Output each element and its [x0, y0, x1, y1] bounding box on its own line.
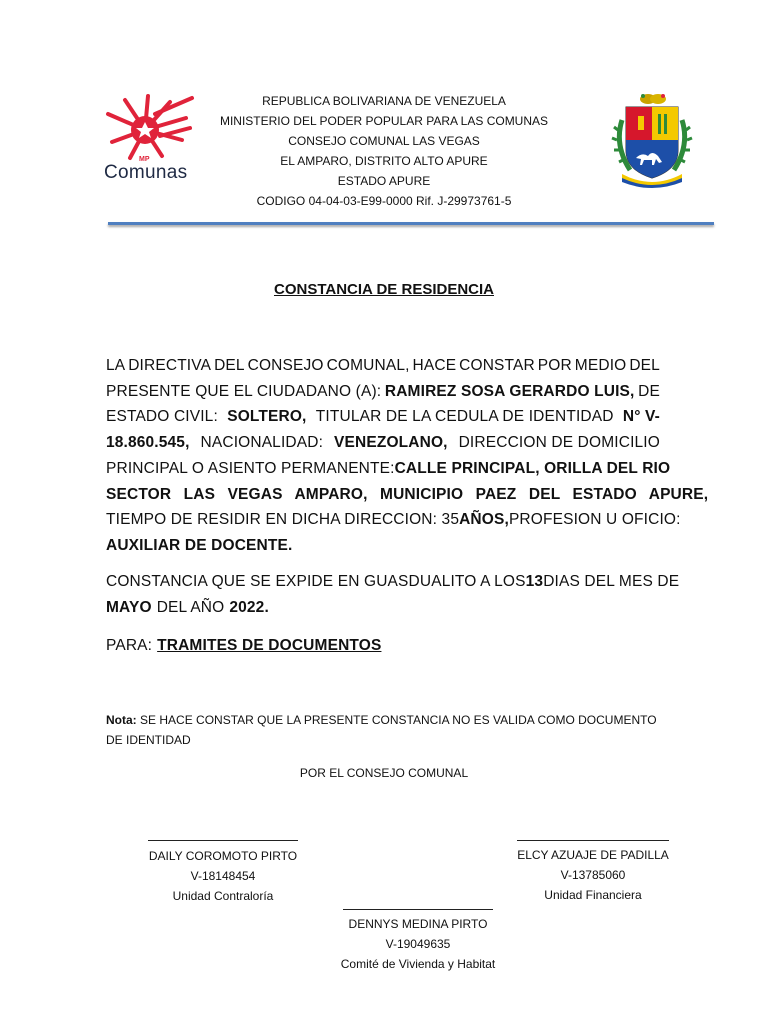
signer-id: V-13785060 — [560, 868, 626, 882]
body-word: COMUNAL, — [326, 357, 410, 374]
header-line-code: CODIGO 04-04-03-E99-0000 Rif. J-29973761-5 — [256, 194, 512, 208]
signature-line-center — [343, 909, 493, 910]
body-line — [106, 404, 660, 430]
header-line-republic: REPUBLICA BOLIVARIANA DE VENEZUELA — [262, 94, 506, 108]
header-line-ministry: MINISTERIO DEL PODER POPULAR PARA LAS COMUNAS — [219, 114, 549, 128]
header-line-location: EL AMPARO, DISTRITO ALTO APURE — [280, 154, 488, 168]
note-label: Nota: — [106, 713, 137, 727]
address-part-1: CALLE PRINCIPAL, ORILLA DEL RIO — [394, 459, 671, 477]
note-text: SE HACE CONSTAR QUE LA PRESENTE CONSTANCIA NO ES VALIDA COMO DOCUMENTO DE IDENTIDAD — [106, 713, 657, 747]
body-text: PRINCIPAL O ASIENTO PERMANENTE: — [106, 459, 395, 477]
body-word: DEL — [629, 357, 660, 374]
body-line — [106, 430, 660, 456]
document-title: CONSTANCIA DE RESIDENCIA — [273, 281, 494, 298]
logo-mp-text: MP — [139, 156, 150, 163]
body-text: TITULAR DE LA CEDULA DE IDENTIDAD — [315, 408, 614, 426]
body-line — [106, 595, 660, 621]
body-text: DEL AÑO — [156, 598, 225, 616]
signature-line-left — [148, 840, 298, 841]
header-line-consejo: CONSEJO COMUNAL LAS VEGAS — [288, 134, 480, 148]
header-line-state: ESTADO APURE — [337, 174, 431, 188]
body-text: DIRECCION DE DOMICILIO — [458, 434, 660, 452]
signer-role: Unidad Contraloría — [172, 889, 274, 903]
body-line — [106, 482, 709, 508]
body-paragraph-main — [106, 353, 709, 559]
coat-of-arms-icon — [608, 90, 696, 190]
body-line — [106, 533, 660, 559]
body-text: PROFESION U OFICIO: — [508, 511, 681, 529]
logo-comunas-text: Comunas — [104, 162, 188, 183]
signature-left — [123, 846, 323, 906]
body-text: ESTADO CIVIL: — [106, 408, 218, 426]
purpose-line — [106, 633, 660, 659]
body-paragraph-issue — [106, 569, 680, 620]
body-line — [106, 507, 681, 533]
note-block — [106, 710, 660, 750]
issue-month: MAYO — [106, 598, 152, 616]
body-text: DE — [638, 382, 660, 400]
signer-role: Comité de Vivienda y Habitat — [340, 957, 496, 971]
por-consejo-label: POR EL CONSEJO COMUNAL — [299, 766, 469, 780]
body-text: NACIONALIDAD: — [200, 434, 324, 452]
nationality: VENEZOLANO, — [334, 434, 448, 452]
header-block — [180, 91, 588, 211]
body-line — [106, 569, 680, 595]
id-number: 18.860.545, — [106, 434, 190, 452]
purpose-value: TRAMITES DE DOCUMENTOS — [157, 637, 382, 654]
body-word: HACE — [412, 357, 457, 374]
issue-year: 2022. — [229, 598, 269, 616]
signer-name: DAILY COROMOTO PIRTO — [148, 849, 298, 863]
signer-id: V-19049635 — [385, 937, 451, 951]
body-word: CONSTAR — [459, 357, 535, 374]
body-line — [106, 353, 660, 379]
signature-right — [493, 845, 693, 905]
body-line — [106, 633, 660, 659]
issue-day: 13 — [525, 573, 544, 590]
body-text: DIAS DEL MES DE — [543, 573, 680, 590]
signature-line-right — [517, 840, 669, 841]
signer-id: V-18148454 — [190, 869, 256, 883]
signer-name: ELCY AZUAJE DE PADILLA — [517, 848, 669, 862]
body-text: PRESENTE QUE EL CIUDADANO (A): — [106, 382, 382, 400]
header-divider — [108, 222, 714, 225]
purpose-label: PARA: — [106, 637, 153, 654]
signer-name: DENNYS MEDINA PIRTO — [348, 917, 488, 931]
body-word: DIRECTIVA — [128, 357, 212, 374]
citizen-name: RAMIREZ SOSA GERARDO LUIS, — [384, 382, 635, 400]
body-word: LA — [106, 357, 126, 374]
years-label: AÑOS, — [459, 511, 509, 529]
id-prefix: N° V- — [622, 408, 660, 426]
signature-center — [318, 914, 518, 974]
coat-of-arms-emblem — [608, 90, 696, 190]
address-part-2: SECTOR LAS VEGAS AMPARO, MUNICIPIO PAEZ DEL ESTADO APURE, — [106, 485, 709, 503]
body-word: DEL — [214, 357, 245, 374]
body-line — [106, 456, 671, 482]
body-word: POR — [537, 357, 572, 374]
civil-status: SOLTERO, — [227, 408, 307, 426]
body-line — [106, 379, 660, 405]
profession: AUXILIAR DE DOCENTE. — [106, 536, 293, 554]
body-word: CONSEJO — [247, 357, 324, 374]
signer-role: Unidad Financiera — [544, 888, 642, 902]
body-word: MEDIO — [574, 357, 627, 374]
body-text: TIEMPO DE RESIDIR EN DICHA DIRECCION: 35 — [106, 511, 460, 529]
body-text: CONSTANCIA QUE SE EXPIDE EN GUASDUALITO A LOS — [106, 573, 526, 590]
